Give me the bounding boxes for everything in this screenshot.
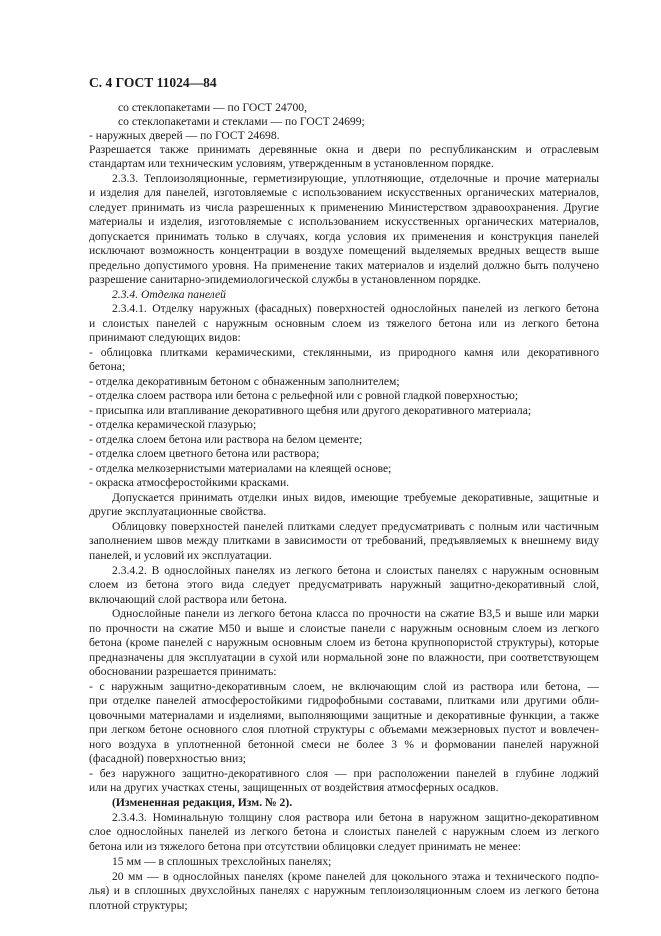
list-item: - отделка слоем бетона или раствора на белом цементе; (89, 433, 363, 446)
text-line: панелей, и условий их эксплуатации. (89, 549, 272, 562)
list-item: - окраска атмосферостойкими красками. (89, 476, 290, 489)
text-line: 15 мм — в сплошных трехслойных панелях; (112, 855, 332, 868)
text-line: другие эксплуатационные свойства. (89, 505, 267, 518)
list-item: - отделка слоем раствора или бетона с рельефной или с ровной гладкой поверхностью; (89, 389, 519, 402)
text-line: при отделке панелей атмосферостойкими гидрофобными составами, плитками или другими обли- (89, 694, 599, 707)
text-line: стандартам или техническим условиям, утвержденным в установленном порядке. (89, 157, 494, 170)
text-line: предельно допустимого уровня. На применение таких материалов и изделий должно быть получено (89, 259, 599, 272)
text-line: Однослойные панели из легкого бетона класса по прочности на сжатие В3,5 и выше или марки (112, 607, 599, 620)
text-line: при легком бетоне основного слоя плотной структуры с объемами межзерновых пустот и вовлечен- (89, 723, 599, 736)
text-line: Облицовку поверхностей панелей плитками следует предусматривать с полным или частичным (112, 520, 599, 533)
text-line: плотной структуры; (89, 899, 188, 912)
text-line: или на других участках стены, защищенных от воздействия атмосферных осадков. (89, 781, 499, 794)
text-line: 2.3.4.2. В однослойных панелях из легкого бетона и слоистых панелях с наружным основным (112, 564, 599, 577)
text-line: включающий слой раствора или бетона. (89, 593, 287, 606)
text-line: исключают возможность концентрации в воздухе помещений выделяемых вредных веществ выше (89, 244, 599, 257)
text-line: бетона (кроме панелей с наружным основным слоем из бетона крупнопористой структуры), которые (89, 636, 599, 649)
text-line: принимают следующих видов: (89, 331, 241, 344)
text-line: допускается принимать только в случаях, когда условия их применения и конструкция панелей (89, 230, 599, 243)
list-item: бетона; (89, 360, 126, 373)
text-line: слоем из бетона этого вида следует предусматривать наружный защитно-декоративный слой, (89, 578, 599, 591)
text-line: Допускается принимать отделки иных видов, имеющие требуемые декоративные, защитные и (112, 491, 599, 504)
text-line: Разрешается также принимать деревянные окна и двери по республиканским и отраслевым (89, 143, 599, 156)
text-line: следует принимать из числа разрешенных к применению Министерством здравоохранения. Другие (89, 201, 599, 214)
text-line: материалы и изделия, изготовляемые с использованием искусственных органических материалов, (89, 215, 599, 228)
list-item: - отделка слоем цветного бетона или раствора; (89, 447, 320, 460)
text-line: предназначены для эксплуатации в сухой или нормальной зоне по влажности, при соответствующем (89, 651, 599, 664)
text-line: со стеклопакетами и стеклами — по ГОСТ 24699; (118, 115, 365, 128)
text-line: (фасадной) поверхностью вниз; (89, 752, 246, 765)
list-item: - отделка керамической глазурью; (89, 418, 257, 431)
text-line: 2.3.4.3. Номинальную толщину слоя раствора или бетона в наружном защитно-декоративном (112, 811, 599, 824)
list-item: - без наружного защитно-декоративного слоя — при расположении панелей в глубине лоджий (89, 767, 599, 780)
list-item: - присыпка или втапливание декоративного щебня или другого декоративного материала; (89, 404, 532, 417)
text-line: - наружных дверей — по ГОСТ 24698. (89, 129, 280, 142)
text-line: разрешение санитарно-эпидемиологической службы в установленном порядке. (89, 273, 481, 286)
text-line: 20 мм — в однослойных панелях (кроме панелей для цокольного этажа и технического подпо- (112, 870, 599, 883)
text-line: слое однослойных панелей из легкого бетона и слоистых панелей с наружным слоем из легкого (89, 825, 599, 838)
text-line: лья) и в сплошных двухслойных панелях с наружным теплоизоляционным слоем из легкого бетона (89, 884, 599, 897)
page-header: С. 4 ГОСТ 11024—84 (89, 75, 217, 90)
text-line: ного воздуха в уплотненной бетонной смеси не более 3 % и формовании панелей наружной (89, 738, 599, 751)
text-line: по прочности на сжатие М50 и выше и слоистые панели с наружным основным слоем из легкого (89, 622, 599, 635)
list-item: - отделка мелкозернистыми материалами на клеящей основе; (89, 462, 392, 475)
text-line: со стеклопакетами — по ГОСТ 24700, (118, 101, 307, 114)
text-line: и изделия для панелей, изготовляемые с использованием искусственных органических материалов, (89, 186, 599, 199)
list-item: - отделка декоративным бетоном с обнаженным заполнителем; (89, 375, 400, 388)
text-line: и слоистых панелей с наружным основным слоем из тяжелого бетона или из легкого бетона (89, 317, 599, 330)
text-line: обосновании разрешается принимать: (89, 665, 277, 678)
list-item: - с наружным защитно-декоративным слоем, не включающим слой из раствора или бетона, — (89, 680, 599, 693)
text-line: заполнением швов между плитками в зависимости от требований, предъявляемых к внешнему виду (89, 534, 599, 547)
revision-note: (Измененная редакция, Изм. № 2). (112, 796, 293, 809)
list-item: - облицовка плитками керамическими, стеклянными, из природного камня или декоративного (89, 346, 599, 359)
section-heading: 2.3.4. Отделка панелей (112, 288, 226, 301)
text-line: 2.3.3. Теплоизоляционные, герметизирующие, уплотняющие, отделочные и прочие материалы (112, 172, 599, 185)
text-line: бетона или из тяжелого бетона при отсутствии облицовки следует принимать не менее: (89, 840, 522, 853)
text-line: 2.3.4.1. Отделку наружных (фасадных) поверхностей однослойных панелей из легкого бетона (112, 302, 599, 315)
text-line: цовочными материалами и изделиями, выполняющими защитные и декоративные функции, а также (89, 709, 599, 722)
